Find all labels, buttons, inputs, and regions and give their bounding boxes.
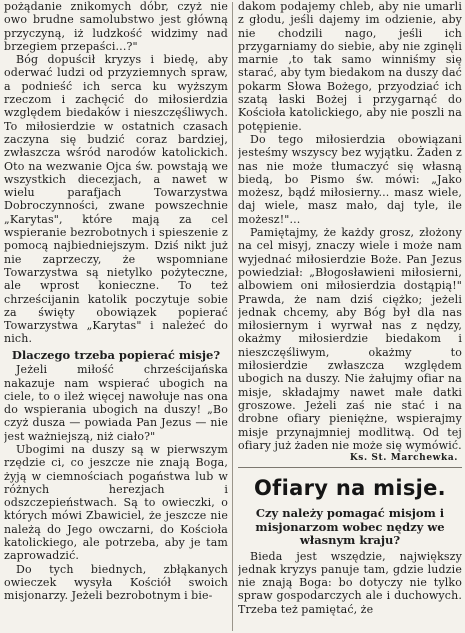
question-heading: Czy należy pomagać misjom i misjonarzom wobec nędzy we własnym kraju?	[255, 506, 445, 548]
subheading-why-support-missions: Dlaczego trzeba popierać misje?	[11, 347, 221, 362]
paragraph-lost-sheep: Ubogimi na duszy są w pierwszym rzędzie ci, co jeszcze nie znają Boga, żyją w ciemnościach pogaństwa lub w różnych herezjach i odszczepieństwach. Są to owieczki, o których mówi Zbawiciel, że jeszcze nie należą do Jego owczarni, do Kościoła katolickiego, ale potrzeba, aby je tam zaprowadzić.	[4, 443, 228, 563]
paragraph-greed: pożądanie znikomych dóbr, czyż nie owo brudne samolubstwo jest główną przyczyną, iż ludzkość widzimy nad brzegiem przepaści...?"	[4, 0, 228, 53]
paragraph-poverty-everywhere: Bieda jest wszędzie, największy jednak kryzys panuje tam, gdzie ludzie nie znają Boga: bo dotyczy nie tylko spraw gospodarczych ale i duchowych. Trzeba też pamiętać, że	[238, 549, 462, 616]
author-signature: Ks. St. Marchewka.	[349, 453, 458, 464]
left-column	[4, 0, 228, 633]
paragraph-missionaries: Do tych biednych, zbłąkanych owieczek wysyła Kościół swoich misjonarzy. Jeżeli bezrobotnym i bie-	[4, 562, 228, 603]
paragraph-obligation: Do tego miłosierdzia obowiązani jesteśmy wszyscy bez wyjątku. Żaden z nas nie może tłumaczyć się własną biedą, bo Pismo św. mówi: „Jako możesz, bądź miłosierny... masz wiele, daj wiele, masz mało, daj tyle, ile możesz!"...	[238, 132, 462, 226]
paragraph-bread: dakom podajemy chleb, aby nie umarli z głodu, jeśli dajemy im odzienie, aby nie chodzili nago, jeśli ich przygarniamy do siebie, aby nie zginęli marnie ‚to tak samo winniśmy się starać, aby tym biedakom na duszy dać pokarm Słowa Bożego, przyodziać ich szatą łaski Bożej i przygarnąć do Kościoła katolickiego, aby nie poszli na potępienie.	[238, 0, 462, 133]
section-title: Ofiary na misje.	[254, 476, 446, 501]
column-rule	[232, 2, 233, 631]
right-column	[238, 0, 462, 633]
paragraph-remember: Pamiętajmy, że każdy grosz, złożony na cel misyj, znaczy wiele i może nam wyjednać miłosierdzie Boże. Pan Jezus powiedział: „Błogosławieni miłosierni, albowiem oni miłosierdzia dostąpią!" Prawda, że nam dziś ciężko; jeżeli jednak chcemy, aby Bóg był dla nas miłosiernym i wyrwał nas z nędzy, okażmy miłosierdzie biedakom i nieszczęśliwym, okażmy to miłosierdzie zwłaszcza względem ubogich na duszy. Nie żałujmy ofiar na misje, składajmy nawet małe datki groszowe. Jeżeli zaś nie stać i na drobne ofiary pieniężne, wspierajmy misje przynajmniej modlitwą. Od tej ofiary już żaden nie może się wymówić.	[238, 226, 462, 452]
section-divider	[238, 467, 462, 468]
paragraph-crisis: Bóg dopuścił kryzys i biedę, aby oderwać ludzi od przyziemnych spraw, a podnieść ich serca ku wyższym rzeczom i zachęcić do miłosierdzia względem biedaków i nieszczęśliwych. To miłosierdzie w ostatnich czasach zaczyna się budzić coraz bardziej, zwłaszcza wśród narodów katolickich. Oto na wezwanie Ojca św. powstają we wszystkich diecezjach, a nawet w wielu parafjach Towarzystwa Dobroczynności, zwane powszechnie „Karytas", które mają za cel wspieranie bezrobotnych i spieszenie z pomocą najbiedniejszym. Dziś nikt już nie zaprzeczy, że wspomniane Towarzystwa są nietylko pożyteczne, ale wprost konieczne. To też chrześcijanin katolik poczytuje sobie za święty obowiązek popierać Towarzystwa „Karytas" i należeć do nich.	[4, 53, 228, 346]
paragraph-poor-in-spirit: Jeżeli miłość chrześcijańska nakazuje nam wspierać ubogich na ciele, to o ileż więcej nawołuje nas ona do wspierania ubogich na duszy! „Bo czyż dusza — powiada Pan Jezus — nie jest ważniejszą, niż ciało?"	[4, 363, 228, 443]
